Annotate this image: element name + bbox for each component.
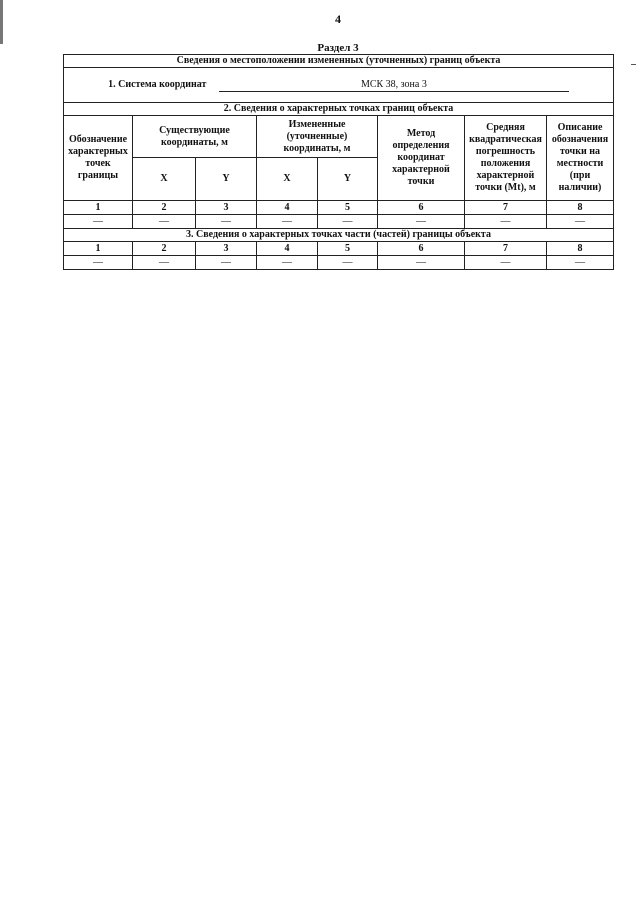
header-description: Описание обозначения точки на местности (при наличии) (547, 116, 614, 201)
empty-cell: — (465, 256, 547, 270)
column-number: 3 (196, 201, 257, 215)
empty-cell: — (465, 215, 547, 229)
header-mean-error: Средняя квадратическая погрешность положения характерной точки (Mt), м (465, 116, 547, 201)
header-changed-x: X (257, 158, 318, 201)
empty-cell: — (547, 215, 614, 229)
part2-heading: 2. Сведения о характерных точках границ объекта (64, 103, 614, 116)
empty-cell: — (547, 256, 614, 270)
main-heading: Сведения о местоположении измененных (уточненных) границ объекта (64, 55, 614, 68)
empty-cell: — (257, 256, 318, 270)
part3-empty-row (64, 256, 614, 270)
column-number: 6 (378, 242, 465, 256)
empty-cell: — (64, 256, 133, 270)
part2-heading-row (64, 103, 614, 116)
column-number: 1 (64, 201, 133, 215)
column-number: 5 (318, 242, 378, 256)
header-changed-y: Y (318, 158, 378, 201)
column-number: 7 (465, 201, 547, 215)
column-number: 2 (133, 242, 196, 256)
column-number: 1 (64, 242, 133, 256)
empty-cell: — (196, 256, 257, 270)
section-title: Раздел 3 (317, 42, 359, 54)
header-existing: Существующие координаты, м (133, 116, 257, 158)
boundary-table (63, 54, 614, 270)
part3-number-row (64, 242, 614, 256)
empty-cell: — (133, 215, 196, 229)
column-number: 2 (133, 201, 196, 215)
header-changed: Измененные (уточненные) координаты, м (257, 116, 378, 158)
column-number: 4 (257, 242, 318, 256)
empty-cell: — (318, 215, 378, 229)
column-number: 6 (378, 201, 465, 215)
column-number: 7 (465, 242, 547, 256)
coord-system-row (64, 68, 614, 103)
empty-cell: — (378, 215, 465, 229)
scan-corner-mark (631, 64, 636, 65)
part3-heading-row (64, 229, 614, 242)
column-number: 4 (257, 201, 318, 215)
empty-cell: — (378, 256, 465, 270)
header-existing-y: Y (196, 158, 257, 201)
main-heading-row (64, 55, 614, 68)
empty-cell: — (64, 215, 133, 229)
empty-cell: — (257, 215, 318, 229)
coord-system-value: МСК 38, зона 3 (219, 79, 569, 92)
column-number: 8 (547, 201, 614, 215)
part2-empty-row (64, 215, 614, 229)
header-row (64, 116, 614, 158)
empty-cell: — (318, 256, 378, 270)
column-number: 8 (547, 242, 614, 256)
column-number: 3 (196, 242, 257, 256)
coord-system-label: 1. Система координат (108, 78, 207, 90)
empty-cell: — (196, 215, 257, 229)
coord-system-cell (64, 68, 614, 103)
page-number: 4 (335, 12, 341, 26)
empty-cell: — (133, 256, 196, 270)
header-existing-x: X (133, 158, 196, 201)
header-method: Метод определения координат характерной точки (378, 116, 465, 201)
header-designation: Обозначение характерных точек границы (64, 116, 133, 201)
part3-heading: 3. Сведения о характерных точках части (частей) границы объекта (64, 229, 614, 242)
column-number-row (64, 201, 614, 215)
column-number: 5 (318, 201, 378, 215)
